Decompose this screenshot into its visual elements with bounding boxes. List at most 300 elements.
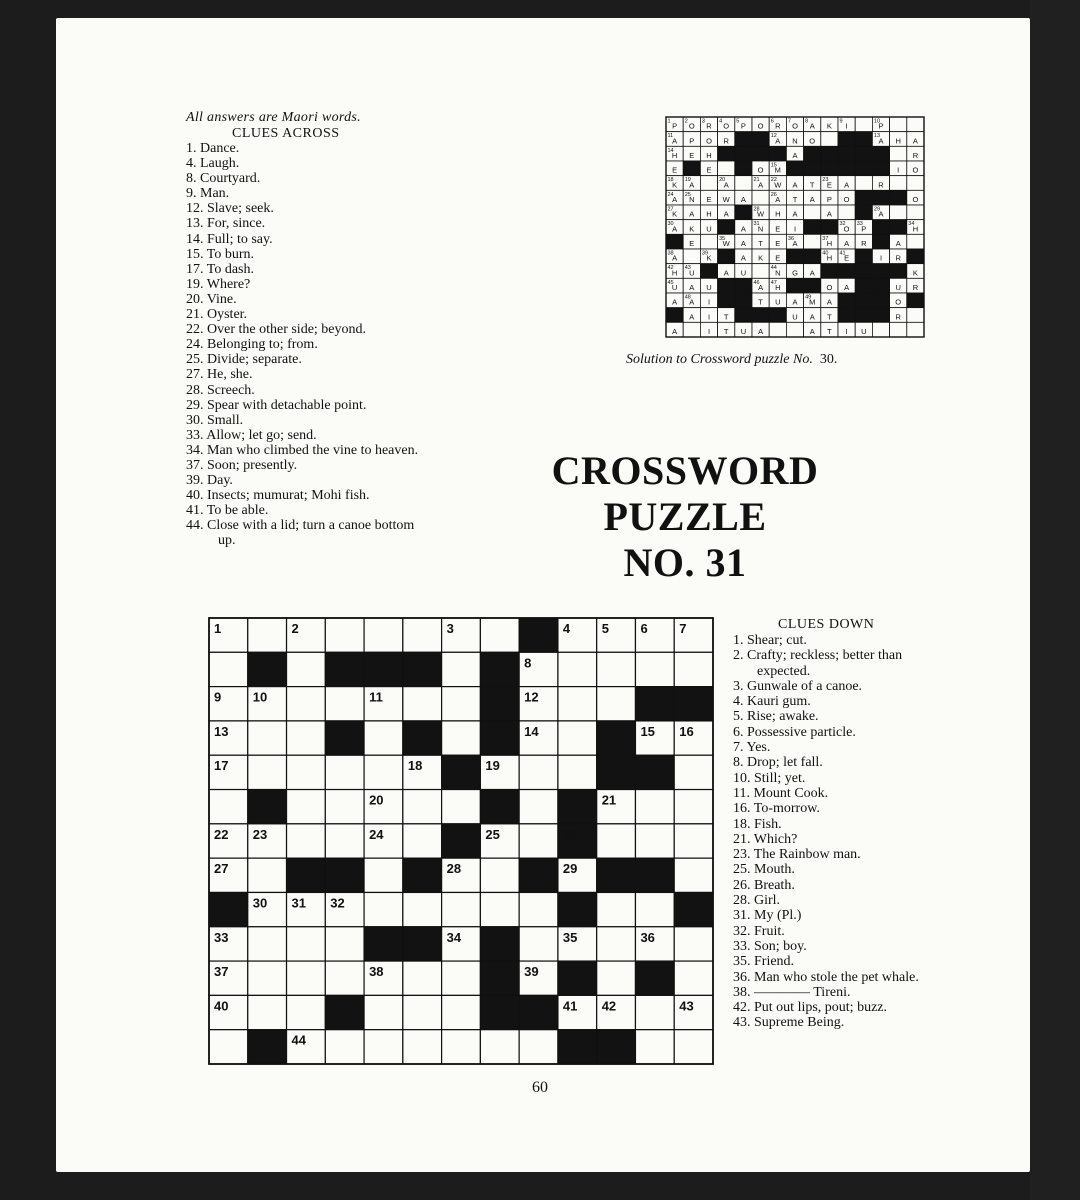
black-square	[325, 721, 364, 755]
solution-letter: G	[792, 268, 798, 278]
clue-number: 19.	[186, 276, 207, 292]
down-clue	[733, 924, 951, 939]
grid-cell[interactable]	[558, 755, 597, 789]
across-clue	[186, 171, 426, 186]
grid-cell[interactable]	[752, 190, 769, 205]
clue-number: 16.	[733, 801, 754, 817]
solution-letter: A	[809, 268, 815, 278]
clue-number: 15.	[186, 246, 207, 262]
clue-text: For, since.	[207, 216, 266, 232]
grid-cell[interactable]	[597, 927, 636, 961]
black-square	[872, 278, 889, 293]
solution-letter: A	[844, 239, 850, 248]
solution-number: 42	[667, 265, 674, 272]
grid-cell[interactable]	[683, 322, 700, 337]
solution-letter: R	[912, 151, 919, 160]
black-square	[718, 278, 735, 293]
grid-cell[interactable]	[674, 961, 713, 995]
solution-letter: K	[672, 209, 678, 219]
grid-cell[interactable]	[890, 322, 907, 337]
grid-cell[interactable]	[248, 961, 287, 995]
across-clue	[186, 488, 426, 503]
black-square	[519, 858, 558, 892]
clue-number-label: 11	[369, 689, 383, 705]
clue-number-label: 42	[601, 998, 617, 1014]
grid-cell[interactable]	[804, 234, 821, 249]
grid-cell[interactable]	[519, 824, 558, 858]
grid-cell[interactable]	[325, 961, 364, 995]
solution-letter: A	[723, 268, 729, 278]
grid-cell[interactable]	[558, 652, 597, 686]
black-square	[209, 892, 248, 926]
crossword-grid	[209, 618, 713, 1064]
solution-number: 39	[701, 250, 709, 257]
grid-cell[interactable]	[403, 1030, 442, 1064]
clue-number-label: 13	[214, 723, 229, 739]
clue-text: Which?	[753, 831, 798, 847]
clue-text: Friend.	[754, 954, 795, 970]
solution-letter: H	[826, 239, 833, 248]
grid-cell[interactable]	[855, 176, 872, 191]
clue-number-label: 27	[214, 861, 229, 877]
solution-letter: T	[758, 239, 763, 248]
grid-cell[interactable]	[287, 961, 326, 995]
grid-cell[interactable]	[635, 1030, 674, 1064]
down-clue	[733, 893, 951, 908]
grid-cell[interactable]	[674, 927, 713, 961]
clue-number: 29.	[186, 397, 207, 413]
grid-cell[interactable]	[287, 995, 326, 1029]
solution-letter: A	[809, 327, 815, 336]
clue-number-label: 29	[562, 861, 578, 877]
grid-cell[interactable]	[248, 995, 287, 1029]
down-clue	[733, 1015, 951, 1030]
solution-number: 19	[684, 177, 691, 184]
black-square	[364, 927, 403, 961]
solution-number: 33	[856, 221, 863, 228]
solution-letter: O	[912, 165, 919, 175]
clue-text: The Rainbow man.	[753, 847, 861, 863]
clue-number: 39.	[186, 473, 207, 489]
across-clue	[186, 337, 426, 352]
grid-cell[interactable]	[519, 1030, 558, 1064]
grid-cell[interactable]	[907, 234, 924, 249]
clue-number: 8.	[733, 755, 747, 771]
solution-letter: A	[826, 209, 832, 219]
title-line-3: NO. 31	[623, 540, 747, 585]
solution-letter: U	[706, 283, 712, 292]
solution-letter: U	[775, 297, 781, 307]
across-clue	[186, 307, 426, 322]
grid-cell[interactable]	[209, 652, 248, 686]
clue-text: Drop; let fall.	[747, 755, 823, 771]
grid-cell[interactable]	[442, 1030, 481, 1064]
black-square	[597, 721, 636, 755]
grid-cell[interactable]	[597, 961, 636, 995]
grid-cell[interactable]	[718, 161, 735, 176]
clues-down-list	[733, 633, 951, 1031]
solution-caption	[626, 352, 837, 368]
clue-number: 43.	[733, 1015, 754, 1031]
grid-cell[interactable]	[364, 618, 403, 652]
black-square	[855, 308, 872, 323]
solution-letter: O	[688, 121, 695, 131]
solution-letter: A	[723, 209, 729, 219]
black-square	[674, 892, 713, 926]
solution-letter: K	[912, 268, 918, 278]
solution-number: 11	[667, 133, 674, 140]
grid-cell[interactable]	[683, 249, 700, 264]
black-square	[855, 264, 872, 279]
solution-letter: N	[757, 224, 764, 234]
solution-letter: A	[672, 136, 678, 146]
grid-cell[interactable]	[519, 927, 558, 961]
black-square	[769, 146, 786, 161]
grid-cell[interactable]	[769, 322, 786, 337]
grid-cell[interactable]	[786, 322, 803, 337]
solution-letter: R	[912, 283, 919, 292]
clue-text: Slave; seek.	[207, 201, 274, 217]
clue-text: Man who climbed the vine to heaven.	[207, 442, 419, 458]
solution-letter: A	[844, 180, 850, 190]
grid-cell[interactable]	[442, 995, 481, 1029]
clue-number-label: 20	[369, 792, 384, 808]
down-clue	[733, 633, 951, 648]
solution-letter: E	[672, 165, 678, 175]
grid-cell[interactable]	[442, 721, 481, 755]
black-square	[403, 927, 442, 961]
black-square	[855, 132, 872, 147]
clue-number-label: 35	[562, 929, 578, 945]
solution-letter: A	[672, 327, 678, 336]
clue-number-label: 3	[446, 621, 454, 636]
solution-letter: A	[672, 253, 678, 263]
grid-cell[interactable]	[209, 790, 248, 824]
grid-cell[interactable]	[403, 618, 442, 652]
grid-cell[interactable]	[519, 790, 558, 824]
clue-number-label: 2	[291, 621, 299, 636]
grid-cell[interactable]	[325, 687, 364, 721]
clue-number: 12.	[186, 201, 207, 217]
grid-cell[interactable]	[364, 721, 403, 755]
clue-number-label: 26	[562, 826, 578, 842]
solution-letter: T	[758, 297, 763, 307]
solution-letter: A	[809, 195, 815, 204]
grid-cell[interactable]	[674, 824, 713, 858]
solution-letter: O	[792, 121, 798, 131]
solution-letter: A	[672, 195, 678, 204]
solution-letter: U	[706, 224, 712, 234]
solution-letter: U	[861, 327, 867, 336]
clue-number: 30.	[186, 412, 207, 428]
grid-cell[interactable]	[519, 755, 558, 789]
grid-cell[interactable]	[480, 858, 519, 892]
solution-letter: O	[843, 195, 850, 204]
grid-cell[interactable]	[325, 790, 364, 824]
grid-cell[interactable]	[597, 652, 636, 686]
grid-cell[interactable]	[248, 755, 287, 789]
grid-cell[interactable]	[674, 790, 713, 824]
grid-cell[interactable]	[597, 687, 636, 721]
grid-cell[interactable]	[364, 995, 403, 1029]
solution-letter: E	[775, 253, 781, 263]
grid-cell[interactable]	[287, 927, 326, 961]
grid-cell[interactable]	[442, 892, 481, 926]
clue-text: To be able.	[206, 503, 269, 519]
clue-number: 18.	[733, 816, 754, 832]
across-clue	[186, 247, 426, 262]
grid-cell[interactable]	[890, 205, 907, 220]
clues-across-list	[186, 141, 426, 549]
grid-cell[interactable]	[287, 755, 326, 789]
grid-cell[interactable]	[364, 1030, 403, 1064]
grid-cell[interactable]	[480, 892, 519, 926]
clue-number-label: 19	[485, 758, 500, 774]
black-square	[635, 961, 674, 995]
grid-cell[interactable]	[674, 652, 713, 686]
grid-cell[interactable]	[635, 824, 674, 858]
clue-number: 13.	[186, 216, 207, 232]
clue-number-label: 15	[640, 723, 655, 739]
down-clue	[733, 771, 951, 786]
clue-text: Breath.	[754, 877, 795, 893]
grid-cell[interactable]	[838, 205, 855, 220]
solution-letter: P	[861, 224, 867, 234]
across-clue	[186, 352, 426, 367]
solution-letter: E	[689, 151, 695, 160]
grid-cell[interactable]	[907, 117, 924, 132]
grid-cell[interactable]	[855, 117, 872, 132]
across-clue	[186, 428, 426, 443]
black-square	[718, 220, 735, 235]
clue-number: 22.	[186, 322, 207, 338]
solution-number: 48	[684, 294, 691, 301]
grid-cell[interactable]	[364, 858, 403, 892]
clue-number: 5.	[733, 709, 747, 725]
grid-cell[interactable]	[872, 322, 889, 337]
across-clue	[186, 443, 426, 458]
solution-letter: A	[740, 195, 746, 204]
grid-cell[interactable]	[674, 858, 713, 892]
solution-letter: O	[723, 121, 730, 131]
solution-letter: A	[672, 297, 678, 307]
solution-letter: T	[809, 180, 815, 190]
down-clue	[733, 878, 951, 893]
grid-cell[interactable]	[735, 176, 752, 191]
solution-number: 22	[770, 177, 777, 184]
solution-number: 21	[753, 177, 760, 184]
clue-text: Supreme Being.	[754, 1015, 845, 1031]
grid-cell[interactable]	[325, 755, 364, 789]
grid-cell[interactable]	[287, 721, 326, 755]
down-clue	[733, 939, 951, 954]
solution-letter: R	[895, 312, 901, 322]
grid-cell[interactable]	[907, 205, 924, 220]
clue-text: Mouth.	[754, 862, 795, 878]
grid-cell[interactable]	[287, 824, 326, 858]
solution-letter: H	[895, 136, 901, 146]
grid-cell[interactable]	[403, 790, 442, 824]
grid-cell[interactable]	[403, 824, 442, 858]
grid-cell[interactable]	[890, 146, 907, 161]
clue-number: 3.	[733, 678, 747, 694]
clue-number: 38.	[733, 984, 754, 1000]
black-square	[635, 687, 674, 721]
grid-cell[interactable]	[287, 652, 326, 686]
solution-letter: U	[740, 268, 747, 278]
black-square	[480, 790, 519, 824]
grid-cell[interactable]	[442, 790, 481, 824]
grid-cell[interactable]	[558, 687, 597, 721]
black-square	[838, 264, 855, 279]
grid-cell[interactable]	[480, 618, 519, 652]
solution-letter: O	[843, 224, 850, 234]
solution-letter: U	[792, 312, 798, 322]
clue-text: Fish.	[754, 816, 782, 832]
black-square	[752, 132, 769, 147]
black-square	[248, 652, 287, 686]
grid-cell[interactable]	[480, 1030, 519, 1064]
clue-number-label: 9	[214, 689, 222, 705]
clue-text: My (Pl.)	[754, 908, 802, 924]
grid-cell[interactable]	[907, 176, 924, 191]
grid-cell[interactable]	[364, 755, 403, 789]
solution-letter: P	[689, 136, 695, 146]
grid-cell[interactable]	[248, 858, 287, 892]
grid-cell[interactable]	[403, 892, 442, 926]
grid-cell[interactable]	[442, 961, 481, 995]
black-square	[872, 234, 889, 249]
grid-cell[interactable]	[907, 322, 924, 337]
grid-cell[interactable]	[364, 892, 403, 926]
grid-cell[interactable]	[597, 892, 636, 926]
solution-letter: A	[689, 283, 695, 292]
across-clue	[186, 322, 426, 337]
grid-cell[interactable]	[635, 790, 674, 824]
grid-cell[interactable]	[804, 205, 821, 220]
grid-cell[interactable]	[597, 824, 636, 858]
clue-number: 14.	[186, 231, 207, 247]
clue-number-label: 32	[330, 895, 345, 911]
black-square	[752, 308, 769, 323]
black-square	[519, 618, 558, 652]
solution-letter: W	[722, 195, 730, 204]
black-square	[890, 190, 907, 205]
grid-cell[interactable]	[209, 1030, 248, 1064]
down-clue	[733, 832, 951, 847]
grid-cell[interactable]	[248, 721, 287, 755]
black-square	[821, 264, 838, 279]
black-square	[890, 264, 907, 279]
clue-text: Fruit.	[754, 923, 785, 939]
grid-cell[interactable]	[287, 687, 326, 721]
clue-text: Spear with detachable point.	[207, 397, 367, 413]
grid-cell[interactable]	[325, 1030, 364, 1064]
grid-cell[interactable]	[442, 652, 481, 686]
grid-cell[interactable]	[635, 995, 674, 1029]
solution-number: 13	[873, 133, 881, 140]
across-clue	[186, 518, 426, 548]
solution-letter: A	[895, 239, 901, 248]
clue-text: Crafty; reckless; better than expected.	[747, 648, 903, 679]
grid-cell[interactable]	[635, 892, 674, 926]
black-square	[804, 146, 821, 161]
black-square	[855, 190, 872, 205]
grid-cell[interactable]	[442, 687, 481, 721]
grid-cell[interactable]	[821, 132, 838, 147]
down-clue	[733, 709, 951, 724]
grid-cell[interactable]	[890, 176, 907, 191]
solution-letter: I	[845, 327, 848, 336]
solution-letter: M	[774, 165, 781, 175]
grid-cell[interactable]	[519, 892, 558, 926]
solution-number: 27	[667, 206, 674, 213]
solution-letter: N	[775, 268, 781, 278]
grid-cell[interactable]	[248, 927, 287, 961]
solution-number: 30	[667, 221, 674, 228]
solution-letter: A	[758, 180, 764, 190]
clue-text: Man.	[200, 186, 230, 202]
solution-number: 4	[719, 118, 723, 125]
grid-cell[interactable]	[403, 961, 442, 995]
black-square	[752, 146, 769, 161]
black-square	[872, 161, 889, 176]
solution-letter: M	[809, 297, 816, 307]
black-square	[480, 927, 519, 961]
clues-across-heading: CLUES ACROSS	[232, 126, 340, 141]
grid-cell[interactable]	[700, 176, 717, 191]
clue-number-label: 7	[679, 621, 687, 636]
grid-cell[interactable]	[403, 687, 442, 721]
solution-number: 32	[839, 221, 846, 228]
clue-text: Courtyard.	[200, 171, 261, 187]
grid-cell[interactable]	[700, 234, 717, 249]
grid-cell[interactable]	[674, 1030, 713, 1064]
solution-letter: W	[774, 180, 782, 190]
solution-number: 14	[667, 147, 674, 154]
down-clue	[733, 725, 951, 740]
grid-cell[interactable]	[752, 264, 769, 279]
black-square	[735, 146, 752, 161]
down-clue	[733, 648, 951, 679]
grid-cell[interactable]	[248, 618, 287, 652]
solution-grid	[666, 117, 924, 337]
solution-letter: H	[671, 268, 678, 278]
grid-cell[interactable]	[890, 117, 907, 132]
grid-cell[interactable]	[403, 995, 442, 1029]
black-square	[666, 234, 683, 249]
down-clue	[733, 908, 951, 923]
grid-cell[interactable]	[325, 927, 364, 961]
grid-cell[interactable]	[287, 790, 326, 824]
grid-cell[interactable]	[635, 652, 674, 686]
solution-letter: R	[706, 121, 712, 131]
grid-cell[interactable]	[558, 721, 597, 755]
grid-cell[interactable]	[325, 618, 364, 652]
black-square	[804, 161, 821, 176]
clue-number-label: 16	[679, 723, 694, 739]
clue-number-label: 17	[214, 758, 229, 774]
clue-text: Girl.	[754, 893, 781, 909]
solution-letter: I	[879, 253, 883, 263]
black-square	[403, 721, 442, 755]
grid-cell[interactable]	[674, 755, 713, 789]
solution-caption-text: Solution to Crossword puzzle No.	[626, 352, 813, 367]
solution-letter: H	[912, 224, 919, 234]
grid-cell[interactable]	[907, 308, 924, 323]
clue-number: 21.	[186, 307, 207, 323]
grid-cell[interactable]	[325, 824, 364, 858]
